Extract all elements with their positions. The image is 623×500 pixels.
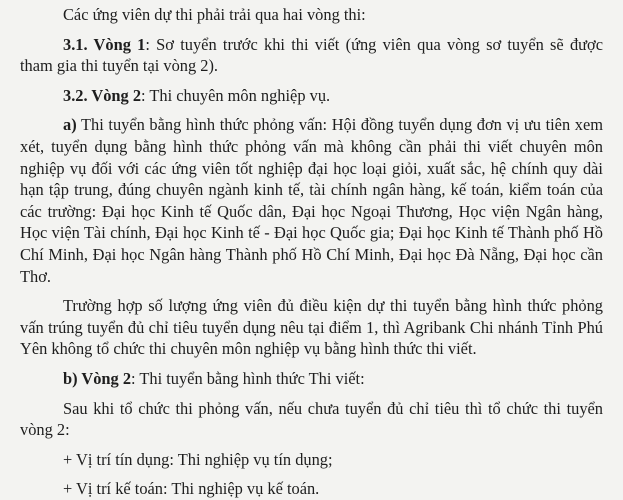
round-1-label: 3.1. Vòng 1 — [63, 34, 146, 54]
written-exam-text: : Thi tuyển bằng hình thức Thi viết: — [131, 368, 365, 388]
written-exam-label: b) Vòng 2 — [63, 368, 132, 388]
interview-text: Thi tuyển bằng hình thức phỏng vấn: Hội đồng tuyển dụng đơn vị ưu tiên xem xét, tuyển dụng bằng hình thức phỏng vấn mà không cần phải thi viết chuyên môn nghiệp vụ đối với các ứng viên tốt nghiệp đại học loại giỏi, xuất sắc, hệ chính quy dài hạn tập trung, đúng chuyên ngành kinh tế, tài chính ngân hàng, kế toán, kiểm toán của các trường: Đại học Kinh tế Quốc dân, Đại học Ngoại Thương, Học viện Ngân hàng, Học viện Tài chính, Đại học Kinh tế - Đại học Quốc gia; Đại học Kinh tế Thành phố Hồ Chí Minh, Đại học Ngân hàng Thành phố Hồ Chí Minh, Đại học Đà Nẵng, Đại học cần Thơ. — [20, 115, 603, 286]
after-interview-paragraph: Sau khi tổ chức thi phỏng vấn, nếu chưa tuyển đủ chỉ tiêu thì tổ chức thi tuyển vòng 2: — [20, 398, 603, 440]
intro-paragraph: Các ứng viên dự thi phải trải qua hai vòng thi: — [63, 5, 366, 24]
round-1-paragraph — [20, 34, 603, 77]
case-paragraph: Trường hợp số lượng ứng viên đủ điều kiện dự thi tuyển bằng hình thức phỏng vấn trúng tuyển đủ chỉ tiêu tuyển dụng nêu tại điểm 1, thì Agribank Chi nhánh Tỉnh Phú Yên không tổ chức thi chuyên môn nghiệp vụ bằng hình thức thi viết. — [20, 296, 603, 359]
written-exam-paragraph — [20, 368, 603, 390]
round-2-label: 3.2. Vòng 2 — [63, 85, 142, 105]
list-item-accounting: + Vị trí kế toán: Thi nghiệp vụ kế toán. — [63, 479, 320, 499]
list-item-credit: + Vị trí tín dụng: Thi nghiệp vụ tín dụng; — [63, 449, 333, 469]
interview-paragraph — [20, 114, 603, 287]
round-1-text: : Sơ tuyển trước khi thi viết (ứng viên qua vòng sơ tuyển sẽ được tham gia thi tuyển tại vòng 2). — [20, 34, 603, 76]
round-2-text: : Thi chuyên môn nghiệp vụ. — [141, 85, 331, 105]
round-2-paragraph — [20, 85, 603, 107]
interview-label: a) — [63, 115, 77, 135]
